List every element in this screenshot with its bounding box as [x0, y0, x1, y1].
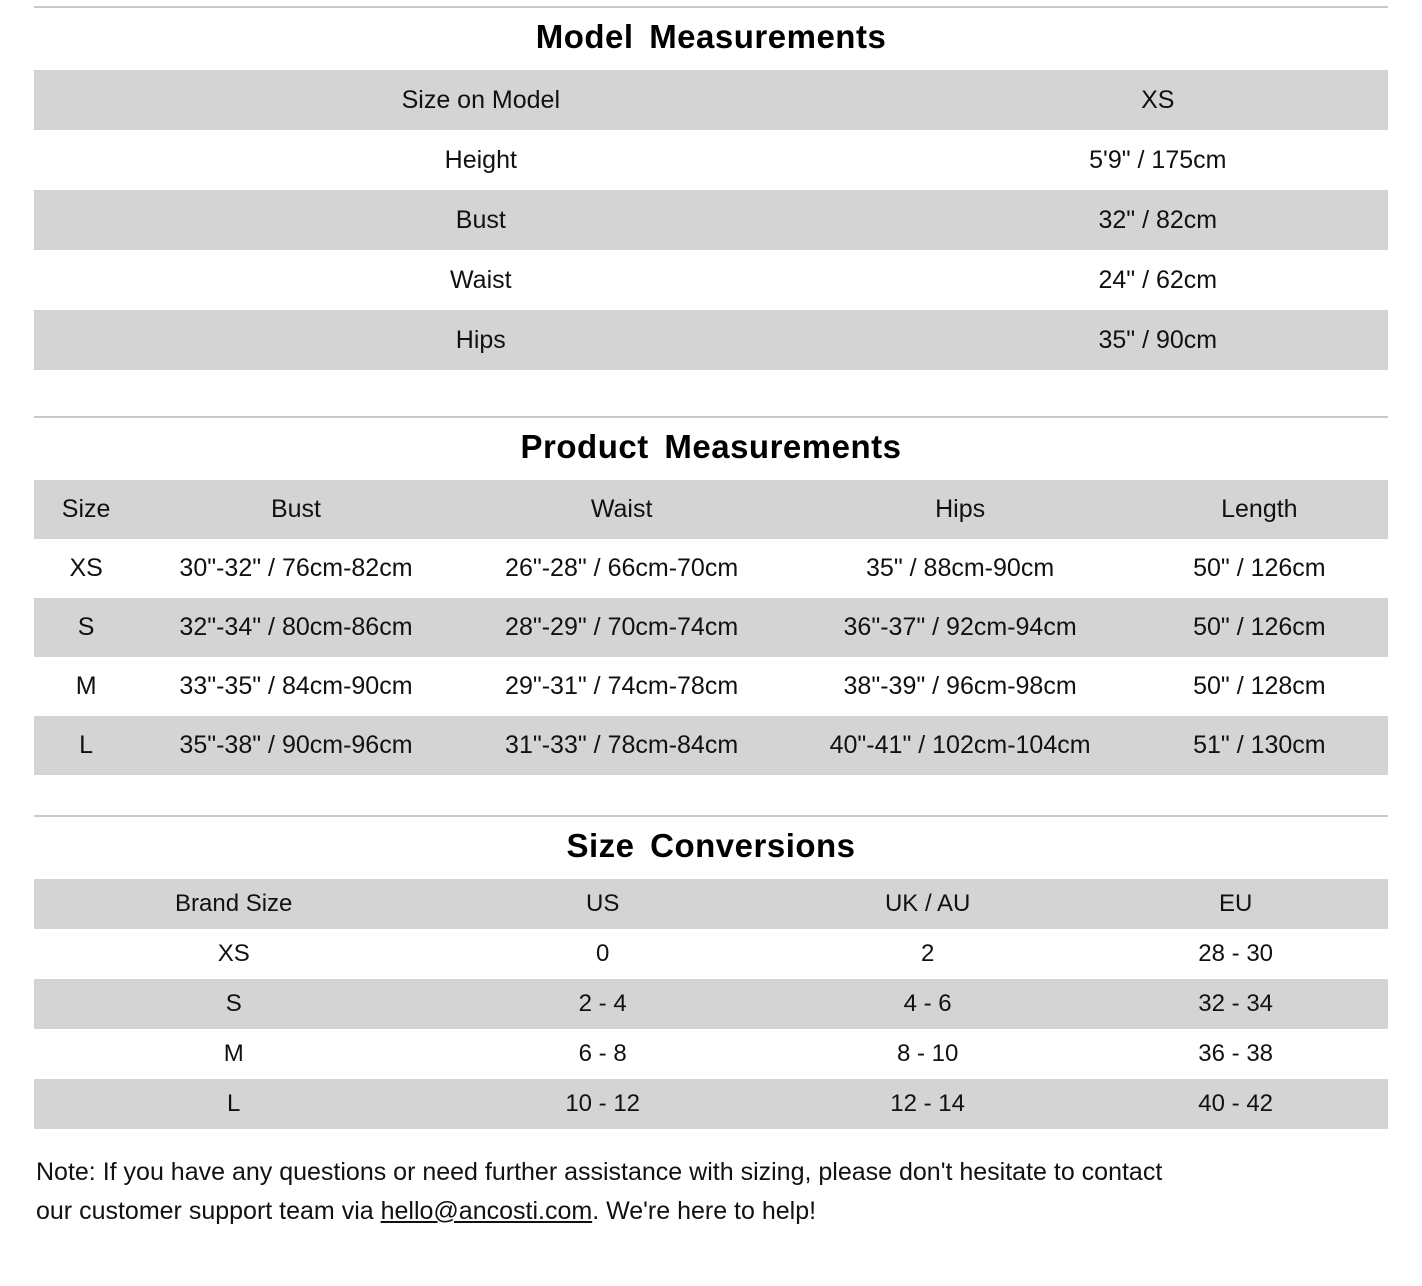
sizing-note [34, 1129, 1388, 1241]
cell-size: M [34, 657, 138, 716]
model-row-label: Waist [34, 250, 928, 310]
cell-brand-size: L [34, 1079, 433, 1129]
column-header-length: Length [1131, 480, 1388, 539]
cell-bust: 32"-34" / 80cm-86cm [138, 598, 453, 657]
cell-bust: 33"-35" / 84cm-90cm [138, 657, 453, 716]
cell-hips: 40"-41" / 102cm-104cm [790, 716, 1131, 775]
table-row [34, 539, 1388, 598]
cell-size: XS [34, 539, 138, 598]
cell-us: 2 - 4 [433, 979, 772, 1029]
cell-waist: 31"-33" / 78cm-84cm [454, 716, 790, 775]
table-row [34, 190, 1388, 250]
model-row-label: Height [34, 130, 928, 190]
cell-eu: 40 - 42 [1083, 1079, 1388, 1129]
note-line-2-before: our customer support team via [36, 1196, 381, 1225]
product-measurements-table [34, 480, 1388, 775]
column-header-hips: Hips [790, 480, 1131, 539]
size-guide-document [0, 6, 1422, 1241]
table-row [34, 1079, 1388, 1129]
divider-top [34, 6, 1388, 8]
table-row [34, 929, 1388, 979]
cell-bust: 35"-38" / 90cm-96cm [138, 716, 453, 775]
column-header-bust: Bust [138, 480, 453, 539]
table-row [34, 598, 1388, 657]
table-row [34, 310, 1388, 370]
model-row-value: XS [928, 70, 1388, 130]
cell-brand-size: S [34, 979, 433, 1029]
model-row-label: Hips [34, 310, 928, 370]
cell-hips: 36"-37" / 92cm-94cm [790, 598, 1131, 657]
column-header-waist: Waist [454, 480, 790, 539]
cell-uk-au: 12 - 14 [772, 1079, 1083, 1129]
table-row [34, 130, 1388, 190]
cell-us: 0 [433, 929, 772, 979]
model-row-value: 35" / 90cm [928, 310, 1388, 370]
table-header-row [34, 879, 1388, 929]
cell-waist: 26"-28" / 66cm-70cm [454, 539, 790, 598]
cell-eu: 36 - 38 [1083, 1029, 1388, 1079]
cell-length: 50" / 126cm [1131, 598, 1388, 657]
cell-bust: 30"-32" / 76cm-82cm [138, 539, 453, 598]
cell-eu: 32 - 34 [1083, 979, 1388, 1029]
spacer [34, 370, 1388, 416]
table-row [34, 657, 1388, 716]
model-row-value: 24" / 62cm [928, 250, 1388, 310]
column-header-uk-au: UK / AU [772, 879, 1083, 929]
cell-hips: 38"-39" / 96cm-98cm [790, 657, 1131, 716]
column-header-us: US [433, 879, 772, 929]
cell-length: 50" / 128cm [1131, 657, 1388, 716]
table-header-row [34, 480, 1388, 539]
table-row [34, 716, 1388, 775]
model-measurements-title: Model Measurements [535, 18, 887, 55]
cell-size: S [34, 598, 138, 657]
product-measurements-title: Product Measurements [520, 428, 902, 465]
cell-us: 6 - 8 [433, 1029, 772, 1079]
model-row-value: 32" / 82cm [928, 190, 1388, 250]
size-conversions-table [34, 879, 1388, 1129]
model-row-label: Bust [34, 190, 928, 250]
size-conversions-title: Size Conversions [566, 827, 856, 864]
model-row-value: 5'9" / 175cm [928, 130, 1388, 190]
cell-uk-au: 4 - 6 [772, 979, 1083, 1029]
column-header-size: Size [34, 480, 138, 539]
note-line-2 [36, 1192, 1386, 1231]
table-row [34, 979, 1388, 1029]
table-row [34, 1029, 1388, 1079]
cell-eu: 28 - 30 [1083, 929, 1388, 979]
model-row-label: Size on Model [34, 70, 928, 130]
table-row [34, 250, 1388, 310]
cell-us: 10 - 12 [433, 1079, 772, 1129]
divider-product [34, 416, 1388, 418]
divider-conversions [34, 815, 1388, 817]
note-line-2-after: . We're here to help! [592, 1196, 817, 1225]
note-line-1: Note: If you have any questions or need further assistance with sizing, please don't hesitate to contact [36, 1158, 1163, 1186]
cell-brand-size: M [34, 1029, 433, 1079]
cell-waist: 28"-29" / 70cm-74cm [454, 598, 790, 657]
cell-length: 51" / 130cm [1131, 716, 1388, 775]
spacer [34, 775, 1388, 815]
cell-waist: 29"-31" / 74cm-78cm [454, 657, 790, 716]
cell-size: L [34, 716, 138, 775]
support-email-link[interactable]: hello@ancosti.com [380, 1196, 593, 1225]
cell-uk-au: 8 - 10 [772, 1029, 1083, 1079]
column-header-brand-size: Brand Size [34, 879, 433, 929]
cell-hips: 35" / 88cm-90cm [790, 539, 1131, 598]
cell-uk-au: 2 [772, 929, 1083, 979]
cell-brand-size: XS [34, 929, 433, 979]
column-header-eu: EU [1083, 879, 1388, 929]
model-measurements-table [34, 70, 1388, 370]
cell-length: 50" / 126cm [1131, 539, 1388, 598]
table-row [34, 70, 1388, 130]
